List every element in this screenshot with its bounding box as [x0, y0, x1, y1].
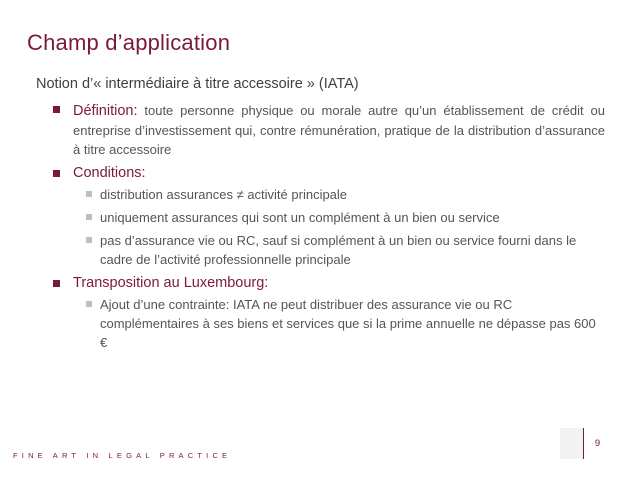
page-number: 9 — [583, 428, 611, 459]
definition-body: toute personne physique ou morale autre qu’un établissement de crédit ou entreprise d’investissement qui, contre rémunération, pratique de la distribution d’assurance à titre accessoire — [73, 103, 605, 157]
transposition-item-text: Ajout d’une contrainte: IATA ne peut distribuer des assurance vie ou RC complémentaires à ses biens et services que si la prime annuelle ne dépasse pas 600 € — [100, 297, 596, 350]
conditions-item — [52, 208, 605, 227]
square-sub-bullet-icon — [86, 214, 92, 220]
page-number-bar — [560, 428, 583, 459]
slide-subtitle: Notion d’« intermédiaire à titre accessoire » (IATA) — [36, 76, 359, 92]
section-transposition — [52, 275, 605, 352]
definition-heading: Définition: — [73, 103, 138, 119]
conditions-item-text: uniquement assurances qui sont un complément à un bien ou service — [100, 210, 500, 225]
slide-title: Champ d’application — [27, 30, 231, 55]
square-bullet-icon — [53, 106, 60, 113]
square-sub-bullet-icon — [86, 191, 92, 197]
square-bullet-icon — [53, 170, 60, 177]
conditions-item-text: distribution assurances ≠ activité principale — [100, 187, 348, 202]
section-conditions — [52, 165, 605, 269]
transposition-item — [52, 295, 605, 352]
square-bullet-icon — [53, 280, 60, 287]
definition-text — [73, 101, 605, 159]
transposition-heading: Transposition au Luxembourg: — [73, 275, 269, 291]
conditions-item — [52, 185, 605, 204]
section-definition — [52, 101, 605, 159]
conditions-item — [52, 231, 605, 269]
footer-brand: FINE ART IN LEGAL PRACTICE — [13, 451, 232, 460]
square-sub-bullet-icon — [86, 301, 92, 307]
conditions-heading: Conditions: — [73, 165, 146, 181]
slide-content — [52, 101, 605, 358]
square-sub-bullet-icon — [86, 237, 92, 243]
conditions-item-text: pas d’assurance vie ou RC, sauf si complément à un bien ou service fourni dans le cadre de l’activité professionnelle principale — [100, 233, 577, 267]
